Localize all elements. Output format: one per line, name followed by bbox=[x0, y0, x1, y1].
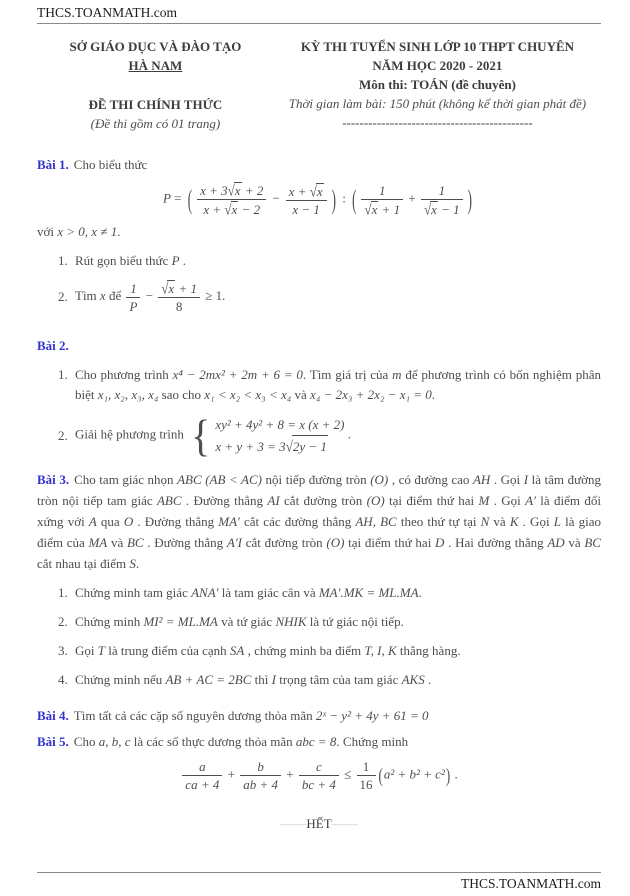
text-segment: Tìm tất cả các cặp số nguyên dương thỏa mãn bbox=[73, 708, 316, 723]
big-left-paren: ( bbox=[352, 182, 357, 215]
math-text: x + 3 bbox=[200, 183, 228, 198]
equation-2: x + y + 3 = 3 bbox=[215, 439, 286, 454]
big-left-paren: ( bbox=[187, 182, 193, 215]
text-segment: . bbox=[418, 585, 422, 600]
sqrt-arg: x bbox=[371, 201, 378, 217]
text-segment: . Gọi bbox=[518, 514, 554, 529]
sqrt-arg: x bbox=[168, 281, 175, 296]
text-segment: K bbox=[509, 514, 519, 529]
official-exam-label: ĐỀ THI CHÍNH THỨC bbox=[88, 97, 223, 112]
math-text: + 1 bbox=[378, 201, 401, 217]
text-segment: A′ bbox=[525, 493, 536, 508]
math-period: . bbox=[451, 766, 458, 782]
math-text: 1 bbox=[362, 759, 370, 774]
sqrt-icon: √ bbox=[227, 181, 235, 200]
text-segment: qua bbox=[96, 514, 124, 529]
text-segment: AKS bbox=[401, 672, 425, 687]
text-segment: L bbox=[553, 514, 561, 529]
page-count-note: (Đề thi gồm có 01 trang) bbox=[90, 116, 221, 131]
sqrt bbox=[228, 183, 242, 198]
item-text-lead bbox=[75, 288, 124, 303]
sqrt-icon: √ bbox=[309, 182, 317, 200]
end-dash: —— bbox=[280, 816, 307, 831]
fraction bbox=[197, 182, 266, 217]
text-segment: là các số thực dương thỏa mãn bbox=[130, 734, 296, 749]
text-segment: Cho bbox=[73, 734, 99, 749]
text-segment: với bbox=[37, 224, 58, 239]
problems bbox=[37, 155, 601, 834]
text-segment: trọng tâm của tam giác bbox=[275, 672, 402, 687]
text-segment: MA bbox=[88, 535, 108, 550]
text-segment: sao cho bbox=[158, 387, 205, 402]
text-segment: x₁, x₂, x₃, x₄ bbox=[97, 387, 159, 402]
item-text-lead: Giải hệ phương trình bbox=[75, 426, 188, 442]
math-text: a² + b² + c² bbox=[383, 766, 445, 782]
text-segment: MI² = ML.MA bbox=[143, 614, 218, 629]
text-segment: (O) bbox=[366, 493, 385, 508]
text-segment: abc = 8 bbox=[295, 734, 337, 749]
equation-1: xy² + 4y² + 8 = x (x + 2) bbox=[215, 417, 345, 432]
problem-1-item-1 bbox=[37, 251, 601, 271]
item-text bbox=[75, 365, 601, 405]
text-segment: Rút gọn biểu thức bbox=[75, 253, 172, 268]
text-segment: BC bbox=[126, 535, 144, 550]
problem-1-item-2 bbox=[37, 280, 601, 314]
problem-4-label: Bài 4. bbox=[37, 708, 69, 723]
math-inequality: ≥ 1. bbox=[201, 287, 226, 303]
text-segment: A bbox=[88, 514, 97, 529]
math-text: − 1 bbox=[437, 201, 460, 217]
math-text: + 1 bbox=[175, 281, 197, 296]
text-segment: x₄ − 2x₃ + 2x₂ − x₁ = 0 bbox=[310, 387, 432, 402]
separator-dashes: -------------------------------------------- bbox=[342, 115, 533, 130]
text-segment: (O) bbox=[370, 472, 389, 487]
text-segment: . Gọi bbox=[489, 493, 526, 508]
text-segment: . Hai đường thẳng bbox=[444, 535, 548, 550]
fraction bbox=[299, 759, 339, 792]
math-text: x + bbox=[203, 202, 225, 217]
text-segment: T, I, K bbox=[364, 643, 397, 658]
problem-2-item-1 bbox=[37, 365, 601, 405]
sqrt-arg: 2y − 1 bbox=[292, 435, 328, 457]
math-text: + 2 bbox=[241, 183, 264, 198]
text-segment: 2ˣ − y² + 4y + 61 = 0 bbox=[315, 708, 429, 723]
site-header bbox=[37, 5, 601, 24]
text-segment: . bbox=[117, 224, 121, 239]
end-of-exam-line bbox=[37, 814, 601, 834]
item-text bbox=[75, 583, 601, 603]
item-text bbox=[75, 670, 601, 690]
text-segment: BC bbox=[584, 535, 601, 550]
text-segment: . Đường thẳng bbox=[181, 493, 268, 508]
text-segment: Cho phương trình bbox=[75, 367, 173, 382]
text-segment: Chứng minh bbox=[75, 614, 144, 629]
problem-1-label: Bài 1. bbox=[37, 157, 69, 172]
issuer-name: SỞ GIÁO DỤC VÀ ĐÀO TẠO bbox=[69, 39, 242, 54]
text-segment: cắt nhau tại điểm bbox=[37, 556, 130, 571]
math-text: 1 bbox=[130, 280, 137, 296]
problem-1-condition bbox=[37, 222, 601, 242]
text-segment: . bbox=[424, 672, 432, 687]
sqrt-icon: √ bbox=[161, 279, 169, 298]
fraction bbox=[126, 281, 140, 314]
text-segment: . Đường thẳng bbox=[143, 535, 227, 550]
sqrt-arg: x bbox=[234, 183, 241, 198]
text-segment: thì bbox=[251, 672, 272, 687]
math-op-plus: + bbox=[282, 766, 297, 782]
item-number: 2. bbox=[58, 427, 68, 443]
fraction bbox=[357, 759, 376, 792]
text-segment: NHIK bbox=[275, 614, 307, 629]
text-segment: nội tiếp đường tròn bbox=[262, 472, 371, 487]
issuer-province: HÀ NAM bbox=[128, 58, 183, 73]
text-segment: . bbox=[431, 387, 436, 402]
text-segment: và bbox=[291, 387, 311, 402]
sqrt-icon: √ bbox=[423, 200, 432, 218]
text-segment: MA′ bbox=[218, 514, 240, 529]
text-segment: AH, BC bbox=[355, 514, 397, 529]
math-var-P: P bbox=[162, 190, 171, 206]
problem-5-display-formula bbox=[37, 759, 601, 792]
text-segment: cắt đường tròn bbox=[242, 535, 327, 550]
text-segment: ABC (AB < AC) bbox=[177, 472, 262, 487]
text-segment: , chứng minh ba điểm bbox=[244, 643, 365, 658]
big-right-paren: ) bbox=[331, 182, 336, 215]
math-text: − 2 bbox=[238, 202, 261, 217]
item-text bbox=[75, 410, 601, 460]
text-segment: để bbox=[105, 287, 125, 303]
item-number: 2. bbox=[58, 289, 68, 304]
item-text-tail: . bbox=[344, 426, 351, 442]
sqrt-icon: √ bbox=[364, 200, 372, 218]
problem-1-intro: Cho biểu thức bbox=[73, 157, 148, 172]
sqrt bbox=[310, 184, 324, 199]
text-segment: T bbox=[97, 643, 105, 658]
text-segment: là tứ giác nội tiếp. bbox=[306, 614, 404, 629]
math-op-minus: − bbox=[268, 190, 284, 206]
text-segment: x bbox=[99, 287, 106, 303]
text-segment: A′I bbox=[226, 535, 242, 550]
text-segment: S bbox=[129, 556, 136, 571]
text-segment: Chứng minh nếu bbox=[75, 672, 166, 687]
text-segment: AI bbox=[267, 493, 280, 508]
problem-1-display-formula bbox=[37, 182, 601, 217]
exam-title-block bbox=[274, 37, 601, 133]
text-segment: là điểm đối xứng với bbox=[37, 493, 602, 529]
item-text bbox=[75, 641, 601, 661]
sqrt-icon: √ bbox=[285, 437, 293, 456]
math-text: 1 bbox=[379, 182, 386, 198]
text-segment: Gọi bbox=[75, 643, 98, 658]
problem-3-statement bbox=[37, 469, 601, 574]
text-segment: AH bbox=[472, 472, 491, 487]
text-segment: a, b, c bbox=[98, 734, 131, 749]
item-number: 2. bbox=[58, 614, 68, 629]
sqrt-arg: x bbox=[316, 183, 323, 199]
text-segment: Cho tam giác nhọn bbox=[74, 472, 178, 487]
math-text: 16 bbox=[357, 775, 376, 792]
sqrt-arg: x bbox=[231, 202, 238, 217]
problem-3-item-3 bbox=[37, 641, 601, 661]
text-segment: là tam giác cân và bbox=[218, 585, 319, 600]
exam-title: KỲ THI TUYỂN SINH LỚP 10 THPT CHUYÊN bbox=[300, 39, 575, 54]
end-text: HẾT bbox=[306, 816, 332, 831]
text-segment: là tâm đường tròn nội tiếp tam giác bbox=[37, 472, 602, 508]
text-segment: D bbox=[435, 535, 445, 550]
text-segment: cắt các đường thẳng bbox=[239, 514, 356, 529]
text-segment: cắt đường tròn bbox=[279, 493, 367, 508]
text-segment: P bbox=[171, 253, 180, 268]
text-segment: ANA′ bbox=[191, 585, 219, 600]
text-segment: SA bbox=[229, 643, 245, 658]
school-year: NĂM HỌC 2020 - 2021 bbox=[372, 58, 503, 73]
problem-5-text bbox=[74, 734, 408, 749]
problem-1-heading bbox=[37, 155, 601, 175]
text-segment: và bbox=[107, 535, 127, 550]
text-segment: M bbox=[478, 493, 490, 508]
sqrt bbox=[364, 202, 378, 217]
text-segment: N bbox=[480, 514, 490, 529]
problem-3-item-2 bbox=[37, 612, 601, 632]
text-segment: và bbox=[564, 535, 585, 550]
big-left-paren: ( bbox=[378, 763, 383, 787]
text-segment: là trung điểm của cạnh bbox=[104, 643, 230, 658]
text-segment: x⁴ − 2mx² + 2m + 6 = 0 bbox=[172, 367, 303, 382]
problem-4-statement bbox=[37, 706, 601, 726]
problem-3-label: Bài 3. bbox=[37, 472, 70, 487]
fraction bbox=[361, 183, 403, 217]
text-segment: , có đường cao bbox=[388, 472, 473, 487]
big-right-paren: ) bbox=[467, 182, 473, 215]
text-segment: . bbox=[135, 556, 140, 571]
site-footer-text: THCS.TOANMATH.com bbox=[460, 876, 601, 891]
text-segment: m bbox=[392, 367, 402, 382]
math-op-eq: = bbox=[170, 190, 185, 206]
text-segment: x₁ < x₂ < x₃ < x₄ bbox=[204, 387, 292, 402]
math-text: x − 1 bbox=[286, 200, 327, 217]
system-brace: { bbox=[191, 410, 211, 460]
item-number: 1. bbox=[58, 253, 68, 268]
text-segment: I bbox=[523, 472, 529, 487]
text-segment: là giao điểm của bbox=[37, 514, 601, 550]
math-op-plus: + bbox=[224, 766, 239, 782]
problem-3-item-1 bbox=[37, 583, 601, 603]
text-segment: . Tìm giá trị của bbox=[302, 367, 393, 382]
problem-5-label: Bài 5. bbox=[37, 734, 69, 749]
text-segment: để phương trình có bốn nghiệm phân biệt bbox=[75, 367, 601, 402]
sqrt-icon: √ bbox=[224, 200, 232, 219]
big-right-paren: ) bbox=[445, 763, 451, 787]
problem-3-item-4 bbox=[37, 670, 601, 690]
math-text: b bbox=[257, 759, 264, 774]
fraction bbox=[182, 759, 222, 792]
text-segment: Chứng minh tam giác bbox=[75, 585, 192, 600]
text-segment: x > 0, x ≠ 1 bbox=[57, 224, 118, 239]
issuer-block bbox=[37, 37, 274, 133]
problem-4-text bbox=[74, 708, 429, 723]
fraction bbox=[240, 759, 281, 792]
fraction bbox=[158, 280, 200, 314]
text-segment: theo thứ tự tại bbox=[396, 514, 481, 529]
text-segment: ABC bbox=[156, 493, 182, 508]
math-text: ca + 4 bbox=[182, 775, 222, 792]
item-number: 3. bbox=[58, 643, 68, 658]
sqrt-arg: x bbox=[431, 201, 437, 217]
exam-header bbox=[37, 37, 601, 133]
item-text bbox=[75, 280, 601, 314]
text-segment: . Đường thẳng bbox=[133, 514, 219, 529]
sqrt bbox=[161, 281, 175, 296]
subject-line: Môn thi: TOÁN (đề chuyên) bbox=[358, 77, 516, 92]
text-segment: O bbox=[123, 514, 134, 529]
sqrt bbox=[224, 202, 238, 217]
problem-3-text bbox=[37, 472, 601, 571]
item-text bbox=[75, 251, 601, 271]
problem-5-statement bbox=[37, 732, 601, 752]
math-op-plus: + bbox=[405, 190, 419, 206]
text-segment: Tìm bbox=[75, 287, 100, 303]
text-segment: và bbox=[489, 514, 510, 529]
text-segment: AB + AC = 2BC bbox=[165, 672, 252, 687]
math-text: 8 bbox=[158, 297, 200, 314]
fraction bbox=[421, 183, 463, 217]
site-footer bbox=[37, 872, 601, 892]
text-segment: . Chứng minh bbox=[336, 734, 409, 749]
math-text: bc + 4 bbox=[299, 775, 339, 792]
item-text bbox=[75, 612, 601, 632]
math-text: x + bbox=[288, 183, 310, 199]
item-number: 1. bbox=[58, 585, 68, 600]
duration-line: Thời gian làm bài: 150 phút (không kể thời gian phát đề) bbox=[288, 96, 587, 111]
text-segment: và tứ giác bbox=[217, 614, 276, 629]
text-segment: (O) bbox=[326, 535, 345, 550]
fraction bbox=[286, 183, 327, 217]
sqrt bbox=[286, 439, 328, 454]
math-op-minus: − bbox=[142, 287, 157, 303]
problem-2-item-2 bbox=[37, 410, 601, 460]
math-op-colon: : bbox=[338, 190, 350, 206]
text-segment: thẳng hàng. bbox=[396, 643, 461, 658]
math-text: P bbox=[126, 297, 140, 314]
problem-2-label: Bài 2. bbox=[37, 338, 69, 353]
math-text: c bbox=[315, 759, 322, 774]
text-segment: MA′.MK = ML.MA bbox=[318, 585, 419, 600]
text-segment: tại điểm thứ hai bbox=[344, 535, 436, 550]
problem-2-heading bbox=[37, 336, 601, 356]
end-dash: —— bbox=[331, 816, 358, 831]
math-inequality: ≤ bbox=[340, 766, 355, 782]
site-header-text: THCS.TOANMATH.com bbox=[37, 5, 178, 20]
math-text: a bbox=[199, 759, 206, 774]
text-segment: . Gọi bbox=[490, 472, 524, 487]
text-segment: tại điểm thứ hai bbox=[384, 493, 479, 508]
math-text: ab + 4 bbox=[240, 775, 281, 792]
sqrt bbox=[424, 202, 438, 217]
text-segment: AD bbox=[547, 535, 565, 550]
item-number: 4. bbox=[58, 672, 68, 687]
math-text: 1 bbox=[438, 182, 446, 198]
text-segment: . bbox=[179, 253, 187, 268]
item-number: 1. bbox=[58, 367, 68, 382]
equation-system bbox=[191, 410, 345, 460]
text-segment: I bbox=[271, 672, 276, 687]
